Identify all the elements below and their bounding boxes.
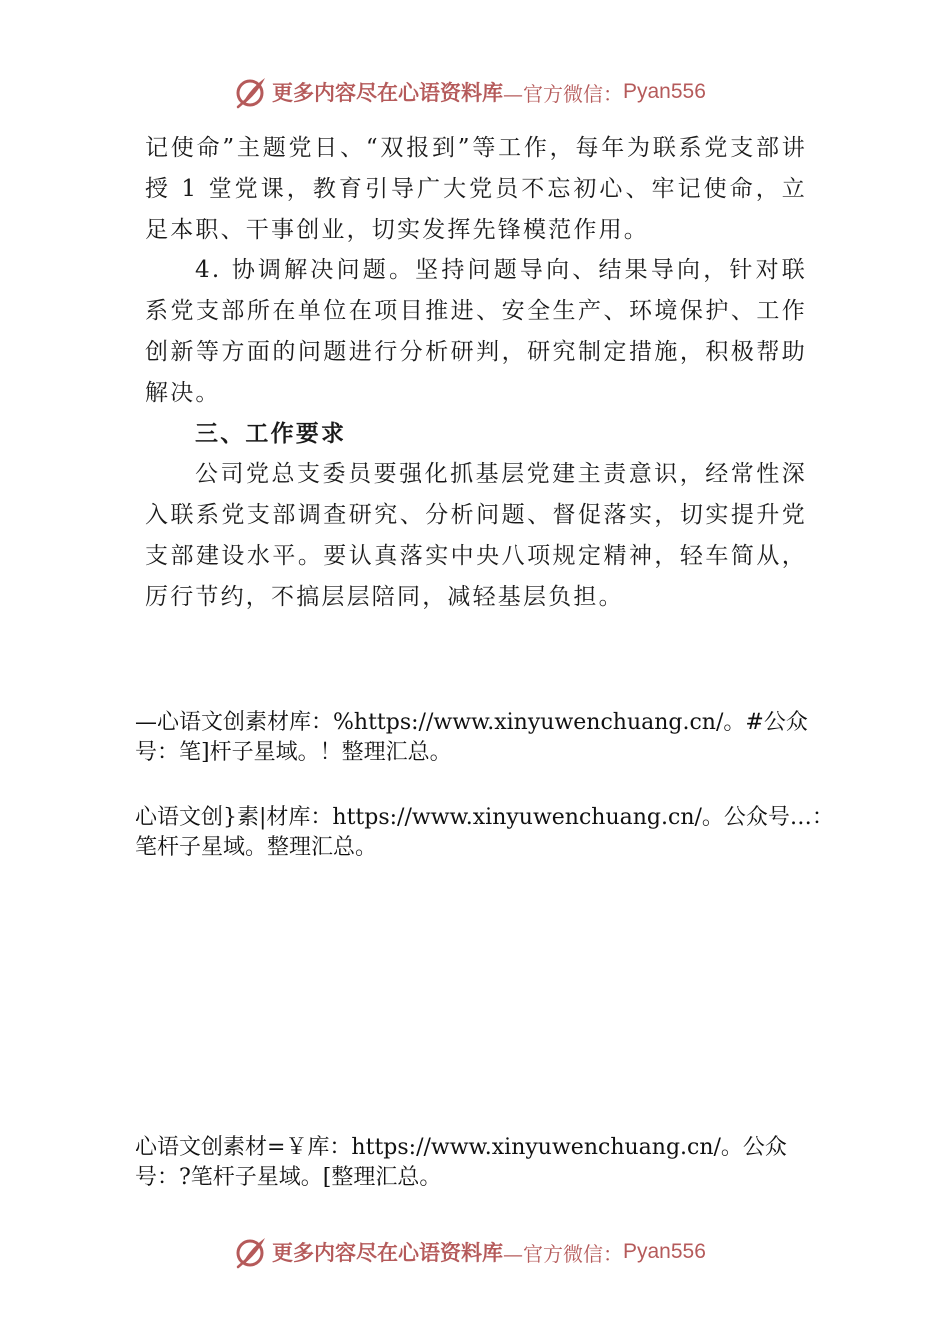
paragraph-2: 4. 协调解决问题。坚持问题导向、结果导向，针对联系党支部所在单位在项目推进、安全生产、环境保护、工作创新等方面的问题进行分析研判，研究制定措施，积极帮助解决。 [145, 257, 807, 406]
banner-title: 更多内容尽在心语资料库 [272, 1240, 503, 1265]
feather-quill-logo-icon [232, 1234, 268, 1270]
footer-banner [232, 1232, 706, 1272]
section-heading: 三、工作要求 [195, 420, 347, 447]
banner-subtitle: —官方微信： [503, 1241, 623, 1266]
source-note-1: —心语文创素材库：%https://www.xinyuwenchuang.cn/。#公众号：笔]杆子星域。！整理汇总。 [135, 710, 808, 765]
paragraph-3: 公司党总支委员要强化抓基层党建主责意识，经常性深入联系党支部调查研究、分析问题、督促落实，切实提升党支部建设水平。要认真落实中央八项规定精神，轻车简从，厉行节约，不搞层层陪同，减轻基层负担。 [145, 461, 807, 610]
feather-quill-logo-icon [232, 74, 268, 110]
paragraph-1: 记使命”主题党日、“双报到”等工作，每年为联系党支部讲授 1 堂党课，教育引导广大党员不忘初心、牢记使命，立足本职、干事创业，切实发挥先锋模范作用。 [145, 135, 807, 243]
source-note-3: 心语文创素材=￥库：https://www.xinyuwenchuang.cn/。公众号：?笔杆子星域。[整理汇总。 [135, 1135, 787, 1190]
banner-subtitle: —官方微信： [503, 81, 623, 106]
header-banner [232, 72, 706, 112]
banner-wechat-id: Pyan556 [623, 1240, 706, 1263]
source-note-2: 心语文创}素|材库：https://www.xinyuwenchuang.cn/。公众号…：笔杆子星域。整理汇总。 [135, 805, 834, 860]
banner-title: 更多内容尽在心语资料库 [272, 80, 503, 105]
banner-wechat-id: Pyan556 [623, 80, 706, 103]
document-body [145, 128, 807, 618]
